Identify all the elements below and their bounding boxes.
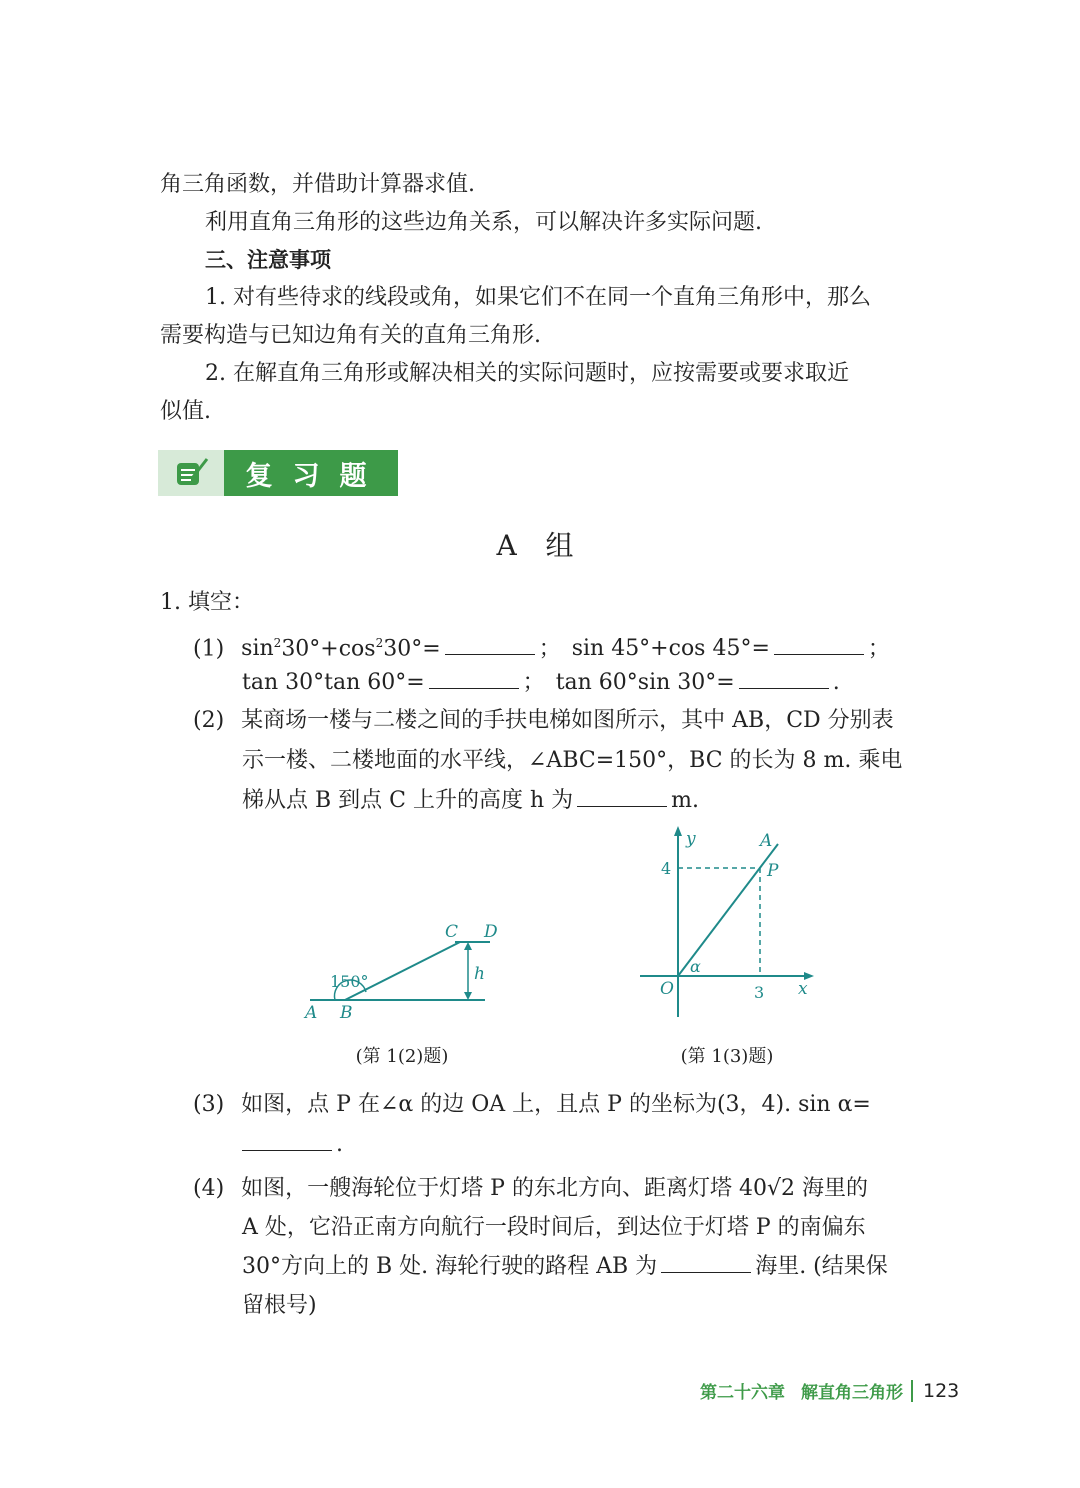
note-2-line-a: 2. 在解直角三角形或解决相关的实际问题时，应按需要或要求取近 xyxy=(205,361,849,386)
part-text: 如图，一艘海轮位于灯塔 P 的东北方向、距离灯塔 40√2 海里的 xyxy=(241,1176,868,1201)
note-2-line-b: 似值. xyxy=(160,399,211,424)
tick-4: 4 xyxy=(661,859,672,878)
label-alpha: α xyxy=(690,957,701,976)
label-x: x xyxy=(798,979,808,999)
superscript: 2 xyxy=(273,636,282,650)
expression-text: tan 60°sin 30°= xyxy=(555,670,735,695)
note-1-line-a: 1. 对有些待求的线段或角，如果它们不在同一个直角三角形中，那么 xyxy=(205,285,871,310)
part-4-line-1 xyxy=(193,1174,868,1204)
part-4-line-3 xyxy=(242,1252,888,1282)
escalator-line-bc xyxy=(345,942,460,1000)
label-o: O xyxy=(660,979,674,999)
answer-blank[interactable] xyxy=(429,668,519,689)
escalator-diagram xyxy=(300,915,500,1025)
part-text: 梯从点 B 到点 C 上升的高度 h 为 xyxy=(242,788,574,813)
part-2-line-3 xyxy=(242,786,699,816)
label-b: B xyxy=(340,1003,353,1023)
tick-3: 3 xyxy=(754,983,765,1002)
part-text: 某商场一楼与二楼之间的手扶电梯如图所示，其中 AB，CD 分别表 xyxy=(241,708,894,733)
angle-label: 150° xyxy=(330,972,369,991)
note-1-line-b: 需要构造与已知边角有关的直角三角形. xyxy=(160,323,541,348)
label-p: P xyxy=(767,861,779,881)
part-text: 30°方向上的 B 处. 海轮行驶的路程 AB 为 xyxy=(242,1254,658,1279)
period: . xyxy=(336,1132,343,1157)
review-banner xyxy=(158,450,398,496)
group-title: A 组 xyxy=(496,529,584,562)
summary-line-2: 利用直角三角形的这些边角关系，可以解决许多实际问题. xyxy=(205,210,762,235)
page-number: 123 xyxy=(923,1379,960,1402)
part-4-line-2: A 处，它沿正南方向航行一段时间后，到达位于灯塔 P 的南偏东 xyxy=(242,1215,866,1240)
chapter-label: 第二十六章 xyxy=(700,1383,785,1403)
answer-blank[interactable] xyxy=(445,634,535,655)
equals-text: 30°= xyxy=(383,636,441,662)
footer-divider xyxy=(911,1380,913,1402)
period: . xyxy=(832,670,840,695)
superscript: 2 xyxy=(375,636,384,650)
label-a: A xyxy=(760,831,773,851)
part-1-line-1 xyxy=(193,628,890,664)
expression-text: sin 45°+cos 45°= xyxy=(571,636,770,662)
answer-blank[interactable] xyxy=(577,786,667,807)
part-1-line-2 xyxy=(242,668,840,698)
part-2-line-1 xyxy=(193,706,894,736)
y-axis-arrow xyxy=(674,826,682,836)
answer-blank[interactable] xyxy=(661,1252,751,1273)
banner-title: 复习题 xyxy=(224,450,398,496)
part-2-line-2: 示一楼、二楼地面的水平线，∠ABC=150°，BC 的长为 8 m. 乘电 xyxy=(242,748,903,773)
pencil-book-icon xyxy=(158,450,224,496)
separator: ； xyxy=(522,670,545,695)
part-3-line-2 xyxy=(238,1130,343,1160)
expression-text: tan 30°tan 60°= xyxy=(242,670,425,695)
part-number: (2) xyxy=(193,708,225,733)
chapter-title: 解直角三角形 xyxy=(801,1383,903,1403)
part-number: (1) xyxy=(193,636,225,662)
figure-1-caption: (第 1(2)题) xyxy=(355,1046,449,1067)
answer-blank[interactable] xyxy=(774,634,864,655)
part-number: (4) xyxy=(193,1176,225,1201)
part-number: (3) xyxy=(193,1092,225,1117)
label-a: A xyxy=(305,1003,318,1023)
sin-text: sin xyxy=(241,636,274,662)
label-h: h xyxy=(474,964,485,984)
label-d: D xyxy=(484,922,498,942)
arrow-head-top xyxy=(464,942,472,950)
part-text: 海里. (结果保 xyxy=(755,1254,888,1279)
cos-text: 30°+cos xyxy=(281,636,376,662)
coordinate-diagram xyxy=(630,822,830,1022)
figure-2-caption: (第 1(3)题) xyxy=(680,1046,774,1067)
unit-text: m. xyxy=(671,788,699,813)
question-1-label: 1. 填空： xyxy=(160,590,254,615)
label-c: C xyxy=(445,922,459,942)
part-4-line-4: 留根号) xyxy=(242,1293,317,1318)
summary-line-1: 角三角函数，并借助计算器求值. xyxy=(160,172,475,197)
separator: ； xyxy=(867,636,890,662)
section-heading: 三、注意事项 xyxy=(205,248,331,272)
label-y: y xyxy=(686,829,696,849)
part-3-line-1 xyxy=(193,1090,871,1120)
part-text: 如图，点 P 在∠α 的边 OA 上，且点 P 的坐标为(3，4). sin α= xyxy=(241,1092,871,1117)
separator: ； xyxy=(538,636,561,662)
answer-blank[interactable] xyxy=(242,1130,332,1151)
page-footer xyxy=(700,1378,959,1403)
arrow-head-bottom xyxy=(464,992,472,1000)
answer-blank[interactable] xyxy=(739,668,829,689)
